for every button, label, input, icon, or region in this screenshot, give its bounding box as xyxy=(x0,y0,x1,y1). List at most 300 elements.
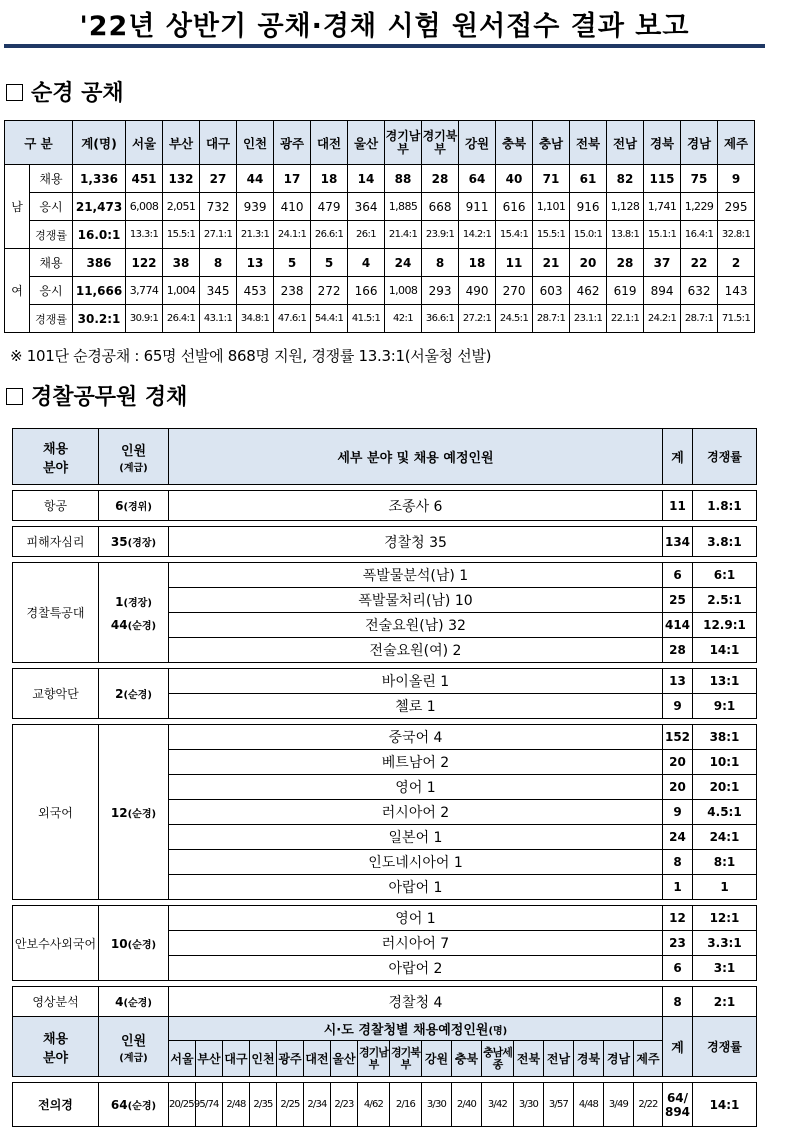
cell-value: 619 xyxy=(607,277,644,305)
regional-value: 5/74 xyxy=(196,1083,223,1127)
row-label: 응시 xyxy=(30,193,73,221)
region-header: 인천 xyxy=(250,1041,277,1077)
region-header: 경기남부 xyxy=(385,121,422,165)
sum-cell: 28 xyxy=(663,638,693,663)
regional-detail-unit: (명) xyxy=(488,1026,508,1037)
sum-cell: 9 xyxy=(663,694,693,719)
staff-count xyxy=(99,906,169,981)
detail-cell: 중국어 4 xyxy=(169,725,663,750)
detail-cell: 인도네시아어 1 xyxy=(169,850,663,875)
field-name: 영상분석 xyxy=(13,987,99,1017)
sum-cell: 13 xyxy=(663,669,693,694)
region-header: 경기남부 xyxy=(358,1041,390,1077)
header-ratio: 경쟁률 xyxy=(693,429,757,485)
region-header: 제주 xyxy=(634,1041,663,1077)
sum-cell: 134 xyxy=(663,527,693,557)
staff-line xyxy=(99,498,168,513)
staff-line xyxy=(99,994,168,1009)
regional-value: 2/48 xyxy=(223,1083,250,1127)
region-header: 충남 xyxy=(533,121,570,165)
detail-cell: 베트남어 2 xyxy=(169,750,663,775)
cell-value: 1,885 xyxy=(385,193,422,221)
cell-value: 2 xyxy=(718,249,755,277)
region-header: 대구 xyxy=(223,1041,250,1077)
header-staff-rank: (계급) xyxy=(119,462,148,474)
cell-value: 911 xyxy=(459,193,496,221)
regional-value: 3/42 xyxy=(482,1083,514,1127)
cell-value: 13.8:1 xyxy=(607,221,644,249)
cell-value: 22.1:1 xyxy=(607,305,644,333)
region-header: 강원 xyxy=(459,121,496,165)
cell-value: 132 xyxy=(163,165,200,193)
region-header: 울산 xyxy=(348,121,385,165)
cell-value: 28.7:1 xyxy=(681,305,718,333)
detail-cell: 전술요원(여) 2 xyxy=(169,638,663,663)
region-header: 경북 xyxy=(644,121,681,165)
cell-value: 38 xyxy=(163,249,200,277)
staff-rank: (순경) xyxy=(127,939,157,951)
table-row xyxy=(5,305,792,333)
cell-value: 14.2:1 xyxy=(459,221,496,249)
cell-value: 939 xyxy=(237,193,274,221)
section-heading-2 xyxy=(6,380,187,411)
sum-cell: 12 xyxy=(663,906,693,931)
cell-value: 47.6:1 xyxy=(274,305,311,333)
cell-value: 1,008 xyxy=(385,277,422,305)
cell-value: 295 xyxy=(718,193,755,221)
ratio-cell: 14:1 xyxy=(693,1083,757,1127)
cell-value: 28.7:1 xyxy=(533,305,570,333)
cell-value: 238 xyxy=(274,277,311,305)
table-row xyxy=(13,563,757,588)
table-row xyxy=(5,277,792,305)
sum-cell: 11 xyxy=(663,491,693,521)
cell-value: 3,774 xyxy=(126,277,163,305)
sum-cell: 8 xyxy=(663,987,693,1017)
cell-value: 668 xyxy=(422,193,459,221)
cell-value: 8 xyxy=(200,249,237,277)
staff-number: 12 xyxy=(110,805,128,820)
footnote: ※ 101단 순경공채 : 65명 선발에 868명 지원, 경쟁률 13.3:1(서울청 선발) xyxy=(10,347,492,365)
staff-rank: (순경) xyxy=(123,690,152,701)
checkbox-square-icon xyxy=(6,388,23,405)
staff-rank: (순경) xyxy=(123,998,152,1009)
staff-rank: (경장) xyxy=(127,538,157,549)
detail-cell: 폭발물처리(남) 10 xyxy=(169,588,663,613)
cell-value: 24.5:1 xyxy=(496,305,533,333)
region-header: 광주 xyxy=(274,121,311,165)
cell-value: 20 xyxy=(570,249,607,277)
cell-value: 26:1 xyxy=(348,221,385,249)
table-row xyxy=(13,669,757,694)
cell-value: 21 xyxy=(533,249,570,277)
staff-rank: (순경) xyxy=(127,620,157,632)
section-1-title: 순경 공채 xyxy=(31,81,124,106)
region-header: 전북 xyxy=(570,121,607,165)
region-header: 전북 xyxy=(514,1041,544,1077)
cell-value: 27.2:1 xyxy=(459,305,496,333)
cell-value: 64 xyxy=(459,165,496,193)
ratio-cell: 6:1 xyxy=(693,563,757,588)
cell-value: 61 xyxy=(570,165,607,193)
section-2-title: 경찰공무원 경채 xyxy=(31,385,188,410)
sum-cell: 9 xyxy=(663,800,693,825)
region-header: 인천 xyxy=(237,121,274,165)
regional-value: 2/16 xyxy=(390,1083,422,1127)
header-detail: 세부 분야 및 채용 예정인원 xyxy=(169,429,663,485)
regional-value: 20/259 xyxy=(169,1083,196,1127)
table-row xyxy=(5,249,792,277)
row-label: 채용 xyxy=(30,165,73,193)
cell-value: 13 xyxy=(237,249,274,277)
table-row xyxy=(13,725,757,750)
sum-cell: 1 xyxy=(663,875,693,900)
cell-value: 166 xyxy=(348,277,385,305)
staff-line xyxy=(99,617,168,632)
cell-value: 603 xyxy=(533,277,570,305)
cell-value: 28 xyxy=(607,249,644,277)
cell-value: 27 xyxy=(200,165,237,193)
region-header: 경기북부 xyxy=(422,121,459,165)
cell-value: 24 xyxy=(385,249,422,277)
table-row xyxy=(13,906,757,931)
staff-count xyxy=(99,987,169,1017)
row-total: 30.2:1 xyxy=(73,305,126,333)
cell-value: 14 xyxy=(348,165,385,193)
staff-number: 2 xyxy=(115,687,124,701)
career-recruit-table xyxy=(12,428,757,1127)
gender-group: 남 xyxy=(5,165,30,249)
detail-cell: 영어 1 xyxy=(169,906,663,931)
cell-value: 345 xyxy=(200,277,237,305)
region-header: 광주 xyxy=(277,1041,304,1077)
region-header: 충남세종 xyxy=(482,1041,514,1077)
cell-value: 479 xyxy=(311,193,348,221)
cell-value: 1,004 xyxy=(163,277,200,305)
region-header: 경남 xyxy=(604,1041,634,1077)
header-staff xyxy=(99,429,169,485)
cell-value: 8 xyxy=(422,249,459,277)
staff-count xyxy=(99,527,169,557)
field-name: 경찰특공대 xyxy=(13,563,99,663)
cell-value: 11 xyxy=(496,249,533,277)
cell-value: 894 xyxy=(644,277,681,305)
cell-value: 71 xyxy=(533,165,570,193)
regional-value: 3/30 xyxy=(514,1083,544,1127)
table-row xyxy=(13,527,757,557)
cell-value: 71.5:1 xyxy=(718,305,755,333)
cell-value: 1,128 xyxy=(607,193,644,221)
cell-value: 75 xyxy=(681,165,718,193)
cell-value: 16.4:1 xyxy=(681,221,718,249)
staff-number: 4 xyxy=(115,995,124,1009)
staff-rank: (순경) xyxy=(127,1101,157,1112)
header-staff xyxy=(99,1017,169,1077)
table-row xyxy=(13,1083,757,1127)
cell-value: 22 xyxy=(681,249,718,277)
region-header: 서울 xyxy=(126,121,163,165)
cell-value: 15.0:1 xyxy=(570,221,607,249)
cell-value: 17 xyxy=(274,165,311,193)
sum-cell: 6 xyxy=(663,956,693,981)
cell-value: 23.1:1 xyxy=(570,305,607,333)
staff-number: 6 xyxy=(115,499,124,513)
header-total: 계(명) xyxy=(73,121,126,165)
detail-cell: 폭발물분석(남) 1 xyxy=(169,563,663,588)
staff-line xyxy=(99,805,168,820)
staff-rank: (순경) xyxy=(127,808,157,820)
header-field: 채용 분야 xyxy=(13,429,99,485)
field-name: 외국어 xyxy=(13,725,99,900)
cell-value: 54.4:1 xyxy=(311,305,348,333)
sum-cell: 64/ 894 xyxy=(663,1083,693,1127)
sum-cell: 8 xyxy=(663,850,693,875)
row-total: 386 xyxy=(73,249,126,277)
region-header: 전남 xyxy=(607,121,644,165)
ratio-cell: 2:1 xyxy=(693,987,757,1017)
detail-cell: 조종사 6 xyxy=(169,491,663,521)
cell-value: 5 xyxy=(311,249,348,277)
row-total: 11,666 xyxy=(73,277,126,305)
row-label: 경쟁률 xyxy=(30,305,73,333)
cell-value: 15.5:1 xyxy=(533,221,570,249)
sum-cell: 414 xyxy=(663,613,693,638)
row-total: 1,336 xyxy=(73,165,126,193)
cell-value: 42:1 xyxy=(385,305,422,333)
region-header: 울산 xyxy=(331,1041,358,1077)
staff-number: 10 xyxy=(110,936,128,951)
cell-value: 616 xyxy=(496,193,533,221)
ratio-cell: 20:1 xyxy=(693,775,757,800)
staff-line xyxy=(99,936,168,951)
cell-value: 82 xyxy=(607,165,644,193)
gender-group: 여 xyxy=(5,249,30,333)
cell-value: 37 xyxy=(644,249,681,277)
detail-cell: 아랍어 2 xyxy=(169,956,663,981)
table-row xyxy=(13,987,757,1017)
cell-value: 24.2:1 xyxy=(644,305,681,333)
region-header: 충북 xyxy=(496,121,533,165)
cell-value: 36.6:1 xyxy=(422,305,459,333)
regional-value: 4/48 xyxy=(574,1083,604,1127)
field-name: 전의경 xyxy=(13,1083,99,1127)
detail-cell: 첼로 1 xyxy=(169,694,663,719)
cell-value: 143 xyxy=(718,277,755,305)
ratio-cell: 8:1 xyxy=(693,850,757,875)
cell-value: 490 xyxy=(459,277,496,305)
regional-value: 3/30 xyxy=(422,1083,452,1127)
region-header: 대전 xyxy=(311,121,348,165)
table-row xyxy=(5,221,792,249)
cell-value: 5 xyxy=(274,249,311,277)
cell-value: 4 xyxy=(348,249,385,277)
ratio-cell: 12.9:1 xyxy=(693,613,757,638)
cell-value: 23.9:1 xyxy=(422,221,459,249)
detail-cell: 바이올린 1 xyxy=(169,669,663,694)
cell-value: 2,051 xyxy=(163,193,200,221)
cell-value: 21.4:1 xyxy=(385,221,422,249)
sum-cell: 24 xyxy=(663,825,693,850)
staff-number: 44 xyxy=(110,617,128,632)
staff-count xyxy=(99,725,169,900)
regional-value: 2/22 xyxy=(634,1083,663,1127)
cell-value: 18 xyxy=(311,165,348,193)
checkbox-square-icon xyxy=(6,84,23,101)
table-row xyxy=(5,165,792,193)
cell-value: 26.4:1 xyxy=(163,305,200,333)
cell-value: 24.1:1 xyxy=(274,221,311,249)
regional-value: 2/40 xyxy=(452,1083,482,1127)
ratio-cell: 3.8:1 xyxy=(693,527,757,557)
field-name: 교향악단 xyxy=(13,669,99,719)
ratio-cell: 10:1 xyxy=(693,750,757,775)
regional-header-row xyxy=(13,1017,757,1041)
ratio-cell: 38:1 xyxy=(693,725,757,750)
sum-cell: 20 xyxy=(663,775,693,800)
ratio-cell: 13:1 xyxy=(693,669,757,694)
header-gubun: 구 분 xyxy=(5,121,73,165)
cell-value: 115 xyxy=(644,165,681,193)
cell-value: 88 xyxy=(385,165,422,193)
region-header: 제주 xyxy=(718,121,755,165)
region-header: 부산 xyxy=(163,121,200,165)
regional-value: 4/62 xyxy=(358,1083,390,1127)
staff-count xyxy=(99,491,169,521)
sum-cell: 20 xyxy=(663,750,693,775)
detail-cell: 러시아어 2 xyxy=(169,800,663,825)
region-header: 경기북부 xyxy=(390,1041,422,1077)
staff-line xyxy=(99,534,168,549)
ratio-cell: 24:1 xyxy=(693,825,757,850)
cell-value: 272 xyxy=(311,277,348,305)
section-heading-1 xyxy=(6,76,124,107)
cell-value: 270 xyxy=(496,277,533,305)
regional-value: 2/34 xyxy=(304,1083,331,1127)
cell-value: 21.3:1 xyxy=(237,221,274,249)
detail-cell: 경찰청 35 xyxy=(169,527,663,557)
sum-cell: 23 xyxy=(663,931,693,956)
cell-value: 6,008 xyxy=(126,193,163,221)
cell-value: 293 xyxy=(422,277,459,305)
field-name: 피해자심리 xyxy=(13,527,99,557)
cell-value: 28 xyxy=(422,165,459,193)
page-title: '22년 상반기 공채·경채 시험 원서접수 결과 보고 xyxy=(79,11,690,42)
ratio-cell: 9:1 xyxy=(693,694,757,719)
public-recruit-table xyxy=(4,120,792,333)
header-ratio: 경쟁률 xyxy=(693,1017,757,1077)
ratio-cell: 12:1 xyxy=(693,906,757,931)
region-header: 충북 xyxy=(452,1041,482,1077)
cell-value: 26.6:1 xyxy=(311,221,348,249)
detail-cell: 아랍어 1 xyxy=(169,875,663,900)
cell-value: 15.4:1 xyxy=(496,221,533,249)
cell-value: 451 xyxy=(126,165,163,193)
cell-value: 34.8:1 xyxy=(237,305,274,333)
title-underline xyxy=(4,44,765,48)
cell-value: 732 xyxy=(200,193,237,221)
header-staff-rank: (계급) xyxy=(119,1052,148,1064)
cell-value: 44 xyxy=(237,165,274,193)
cell-value: 15.1:1 xyxy=(644,221,681,249)
region-header: 부산 xyxy=(196,1041,223,1077)
cell-value: 30.9:1 xyxy=(126,305,163,333)
cell-value: 410 xyxy=(274,193,311,221)
row-label: 경쟁률 xyxy=(30,221,73,249)
staff-rank: (경장) xyxy=(123,597,152,609)
region-header: 전남 xyxy=(544,1041,574,1077)
staff-line xyxy=(99,594,168,609)
staff-number: 1 xyxy=(115,594,124,609)
regional-value: 3/57 xyxy=(544,1083,574,1127)
ratio-cell: 14:1 xyxy=(693,638,757,663)
header-field: 채용 분야 xyxy=(13,1017,99,1077)
table-row xyxy=(13,491,757,521)
ratio-cell: 1.8:1 xyxy=(693,491,757,521)
cell-value: 364 xyxy=(348,193,385,221)
staff-count xyxy=(99,1083,169,1127)
staff-number: 35 xyxy=(110,535,128,549)
header-staff-label: 인원 xyxy=(120,443,147,459)
detail-cell: 러시아어 7 xyxy=(169,931,663,956)
cell-value: 18 xyxy=(459,249,496,277)
detail-cell: 영어 1 xyxy=(169,775,663,800)
cell-value: 632 xyxy=(681,277,718,305)
row-label: 채용 xyxy=(30,249,73,277)
region-header: 대전 xyxy=(304,1041,331,1077)
detail-cell: 일본어 1 xyxy=(169,825,663,850)
cell-value: 40 xyxy=(496,165,533,193)
ratio-cell: 4.5:1 xyxy=(693,800,757,825)
header-regional-detail xyxy=(169,1017,663,1041)
field-name: 안보수사외국어 xyxy=(13,906,99,981)
table-header-row xyxy=(13,429,757,485)
cell-value: 453 xyxy=(237,277,274,305)
row-total: 16.0:1 xyxy=(73,221,126,249)
cell-value: 32.8:1 xyxy=(718,221,755,249)
cell-value: 43.1:1 xyxy=(200,305,237,333)
staff-count xyxy=(99,563,169,663)
regional-value: 2/35 xyxy=(250,1083,277,1127)
sum-cell: 152 xyxy=(663,725,693,750)
ratio-cell: 3.3:1 xyxy=(693,931,757,956)
field-name: 항공 xyxy=(13,491,99,521)
cell-value: 27.1:1 xyxy=(200,221,237,249)
sum-cell: 6 xyxy=(663,563,693,588)
regional-value: 3/49 xyxy=(604,1083,634,1127)
sum-cell: 25 xyxy=(663,588,693,613)
staff-count xyxy=(99,669,169,719)
ratio-cell: 2.5:1 xyxy=(693,588,757,613)
region-header: 경남 xyxy=(681,121,718,165)
cell-value: 1,101 xyxy=(533,193,570,221)
detail-cell: 전술요원(남) 32 xyxy=(169,613,663,638)
cell-value: 1,229 xyxy=(681,193,718,221)
region-header: 강원 xyxy=(422,1041,452,1077)
region-header: 서울 xyxy=(169,1041,196,1077)
cell-value: 1,741 xyxy=(644,193,681,221)
cell-value: 916 xyxy=(570,193,607,221)
header-sum: 계 xyxy=(663,1017,693,1077)
regional-detail-label: 시·도 경찰청별 채용예정인원 xyxy=(323,1023,489,1038)
staff-rank: (경위) xyxy=(123,502,152,513)
staff-line xyxy=(99,686,168,701)
row-label: 응시 xyxy=(30,277,73,305)
staff-number: 64 xyxy=(110,1098,128,1112)
region-header: 경북 xyxy=(574,1041,604,1077)
cell-value: 41.5:1 xyxy=(348,305,385,333)
detail-cell: 경찰청 4 xyxy=(169,987,663,1017)
regional-value: 2/23 xyxy=(331,1083,358,1127)
